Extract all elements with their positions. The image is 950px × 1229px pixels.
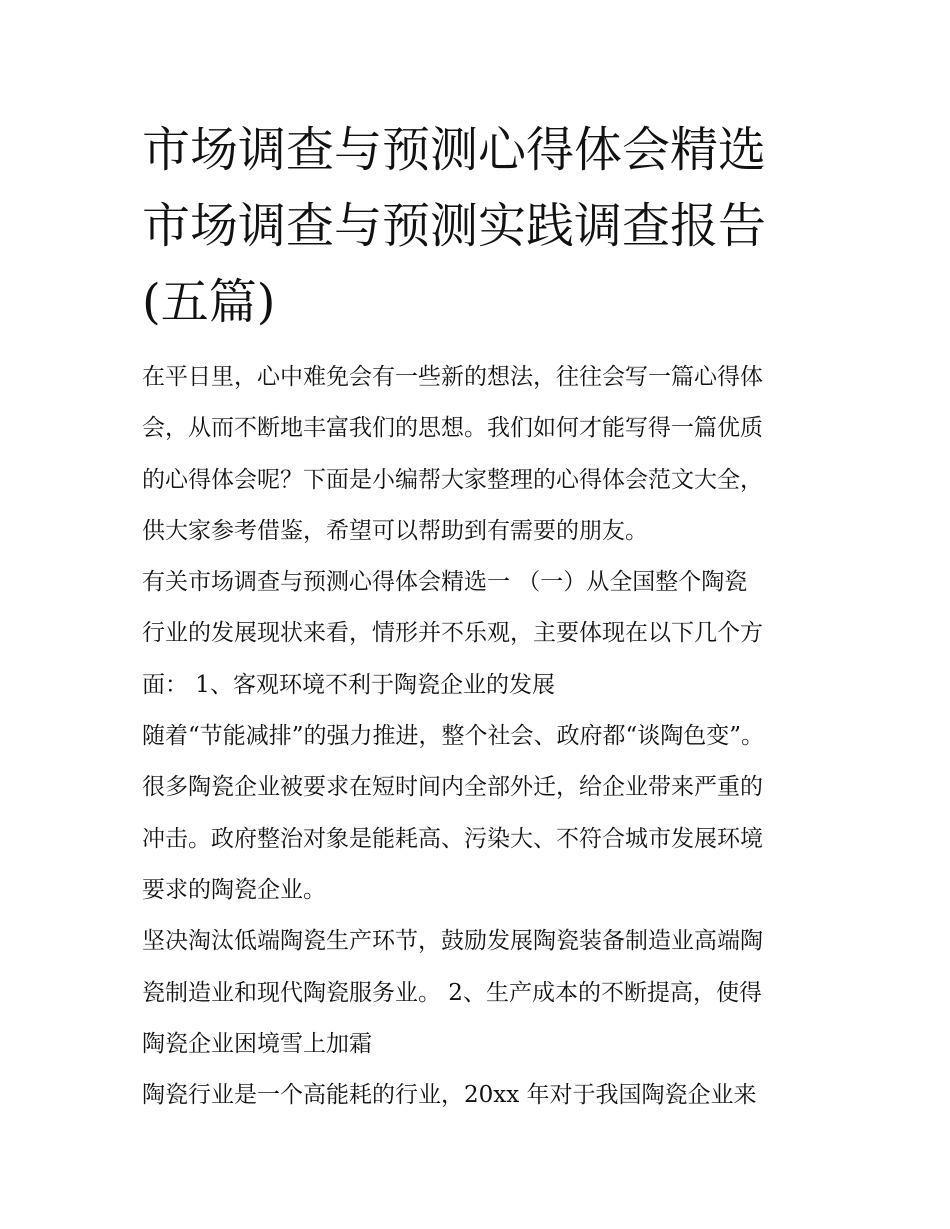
paragraph-section-one [142, 557, 822, 711]
text-line: 瓷制造业和现代陶瓷服务业。 2、生产成本的不断提高，使得 [142, 979, 762, 1006]
document-title [142, 112, 822, 340]
text-line: 的心得体会呢？下面是小编帮大家整理的心得体会范文大全， [142, 466, 763, 493]
title-line: (五篇) [142, 274, 276, 330]
paragraph-high-energy [142, 1070, 822, 1121]
text-line: 很多陶瓷企业被要求在短时间内全部外迁，给企业带来严重的 [142, 774, 763, 801]
text-line: 要求的陶瓷企业。 [142, 876, 326, 903]
title-line: 市场调查与预测实践调查报告 [142, 198, 767, 254]
text-line: 有关市场调查与预测心得体会精选一 （一）从全国整个陶瓷 [142, 569, 748, 596]
text-line: 随着“节能减排”的强力推进，整个社会、政府都“谈陶色变”。 [142, 723, 765, 750]
text-line: 供大家参考借鉴，希望可以帮助到有需要的朋友。 [142, 517, 648, 544]
text-line: 会，从而不断地丰富我们的思想。我们如何才能写得一篇优质 [142, 415, 763, 442]
text-line: 坚决淘汰低端陶瓷生产环节，鼓励发展陶瓷装备制造业高端陶 [142, 928, 763, 955]
text-line: 陶瓷企业困境雪上加霜 [142, 1030, 372, 1057]
paragraph-energy-saving [142, 711, 822, 916]
title-line: 市场调查与预测心得体会精选 [142, 122, 767, 178]
paragraph-eliminate-low-end [142, 916, 822, 1070]
text-line: 在平日里，心中难免会有一些新的想法，往往会写一篇心得体 [142, 364, 763, 390]
text-line: 行业的发展现状来看，情形并不乐观，主要体现在以下几个方 [142, 620, 763, 647]
text-line: 陶瓷行业是一个高能耗的行业，20xx 年对于我国陶瓷企业来 [142, 1082, 757, 1109]
text-line: 面： 1、客观环境不利于陶瓷企业的发展 [142, 671, 555, 698]
text-line: 冲击。政府整治对象是能耗高、污染大、不符合城市发展环境 [142, 825, 763, 852]
paragraph-intro [142, 352, 822, 557]
document-body [142, 352, 822, 1121]
